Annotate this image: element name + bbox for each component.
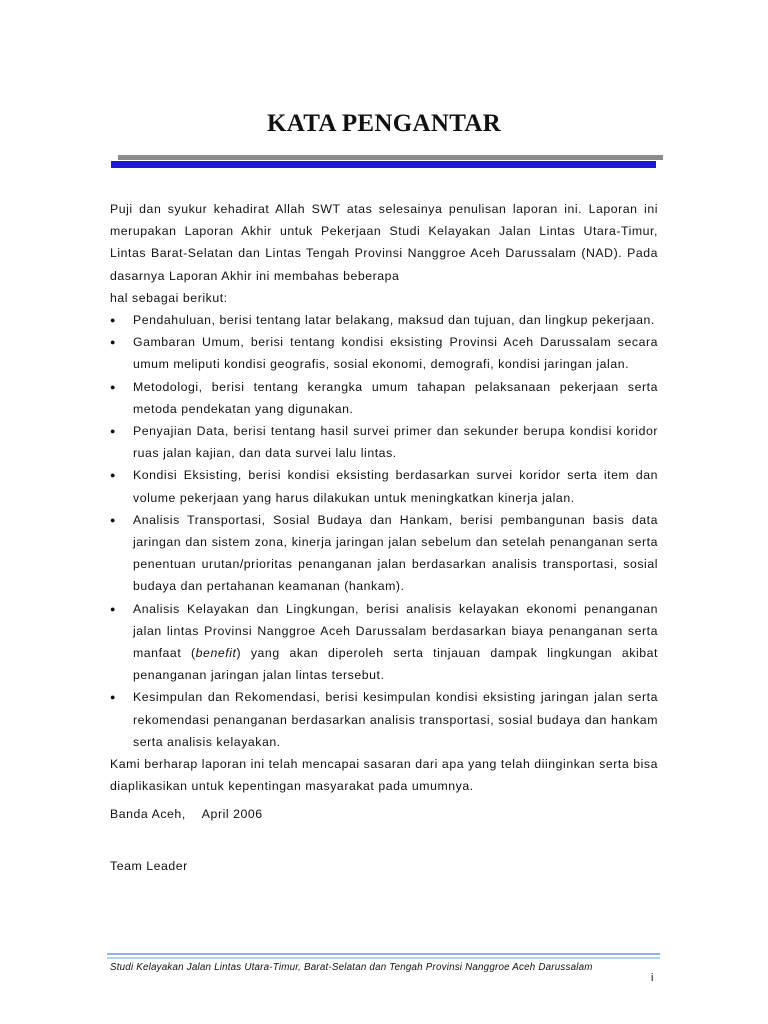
list-item-text: Gambaran Umum, berisi tentang kondisi eksisting Provinsi Aceh Darussalam secara umum meliputi kondisi geografis, sosial ekonomi, demografi, kondisi jaringan jalan. [133, 335, 658, 372]
footer-title: Studi Kelayakan Jalan Lintas Utara-Timur, Barat-Selatan dan Tengah Provinsi Nanggroe Aceh Darussalam [110, 962, 593, 973]
list-item-text: Metodologi, berisi tentang kerangka umum tahapan pelaksanaan pekerjaan serta metoda pendekatan yang digunakan. [133, 379, 658, 416]
list-item-text: Pendahuluan, berisi tentang latar belakang, maksud dan tujuan, dan lingkup pekerjaan. [133, 313, 655, 328]
list-item [110, 686, 658, 753]
date: April 2006 [201, 807, 263, 822]
bullet-icon: ● [110, 692, 116, 703]
bullet-icon: ● [110, 381, 116, 392]
bullet-icon: ● [110, 315, 116, 326]
topic-list [110, 309, 658, 753]
list-item [110, 509, 658, 598]
page-number: i [651, 972, 654, 984]
title-underline-gray [118, 155, 663, 160]
list-item-italic-term: benefit [195, 646, 237, 661]
list-item-text-before: Analisis Kelayakan dan Lingkungan, berisi analisis kelayakan ekonomi penanganan jalan lintas Provinsi Nanggroe Aceh Darussalam berdasarkan biaya penanganan serta manfaat ( [133, 601, 658, 661]
bullet-icon: ● [110, 514, 116, 525]
intro-text: Puji dan syukur kehadirat Allah SWT atas selesainya penulisan laporan ini. Laporan ini merupakan Laporan Akhir untuk Pekerjaan Studi Kelayakan Jalan Lintas Utara-Timur, Lintas Barat-Selatan dan Lintas Tengah Provinsi Nanggroe Aceh Darussalam (NAD). Pada dasarnya Laporan Akhir ini membahas beberapa [110, 202, 658, 283]
title-underline-blue [111, 161, 656, 168]
list-item [110, 598, 658, 687]
list-item-text: Penyajian Data, berisi tentang hasil survei primer dan sekunder berupa kondisi koridor ruas jalan kajian, dan data survei lalu lintas. [133, 424, 658, 461]
list-item-text: Kesimpulan dan Rekomendasi, berisi kesimpulan kondisi eksisting jaringan jalan serta rekomendasi penanganan berdasarkan analisis transportasi, sosial budaya dan hankam serta analisis kelayakan. [133, 690, 658, 749]
place: Banda Aceh, [110, 807, 186, 822]
bullet-icon: ● [110, 426, 116, 437]
list-item [110, 309, 658, 331]
footer-rule-bottom [107, 957, 660, 959]
intro-paragraph [110, 198, 658, 309]
list-item [110, 464, 658, 508]
signature-title: Team Leader [110, 858, 188, 873]
bullet-icon: ● [110, 470, 116, 481]
bullet-icon: ● [110, 337, 116, 348]
closing-paragraph: Kami berharap laporan ini telah mencapai sasaran dari apa yang telah diinginkan serta bisa diaplikasikan untuk kepentingan masyarakat pada umumnya. [110, 757, 658, 794]
list-item-text-after: ) yang akan diperoleh serta tinjauan dampak lingkungan akibat penanganan jaringan jalan lintas tersebut. [133, 646, 658, 683]
list-item-text: Kondisi Eksisting, berisi kondisi eksisting berdasarkan survei koridor serta item dan volume pekerjaan yang harus dilakukan untuk meningkatkan kinerja jalan. [133, 468, 658, 505]
page-title: KATA PENGANTAR [266, 110, 502, 137]
intro-last-line: hal sebagai berikut: [110, 290, 228, 305]
bullet-icon: ● [110, 603, 116, 614]
list-item [110, 420, 658, 464]
document-body [110, 198, 658, 877]
footer-rule-top [107, 953, 660, 955]
list-item [110, 331, 658, 375]
place-date-line [110, 803, 658, 825]
list-item [110, 376, 658, 420]
list-item-text: Analisis Transportasi, Sosial Budaya dan Hankam, berisi pembangunan basis data jaringan dan sistem zona, kinerja jaringan jalan sebelum dan setelah penanganan serta penentuan urutan/prioritas penanganan jalan berdasarkan analisis transportasi, sosial budaya dan pertahanan keamanan (hankam). [133, 512, 658, 594]
